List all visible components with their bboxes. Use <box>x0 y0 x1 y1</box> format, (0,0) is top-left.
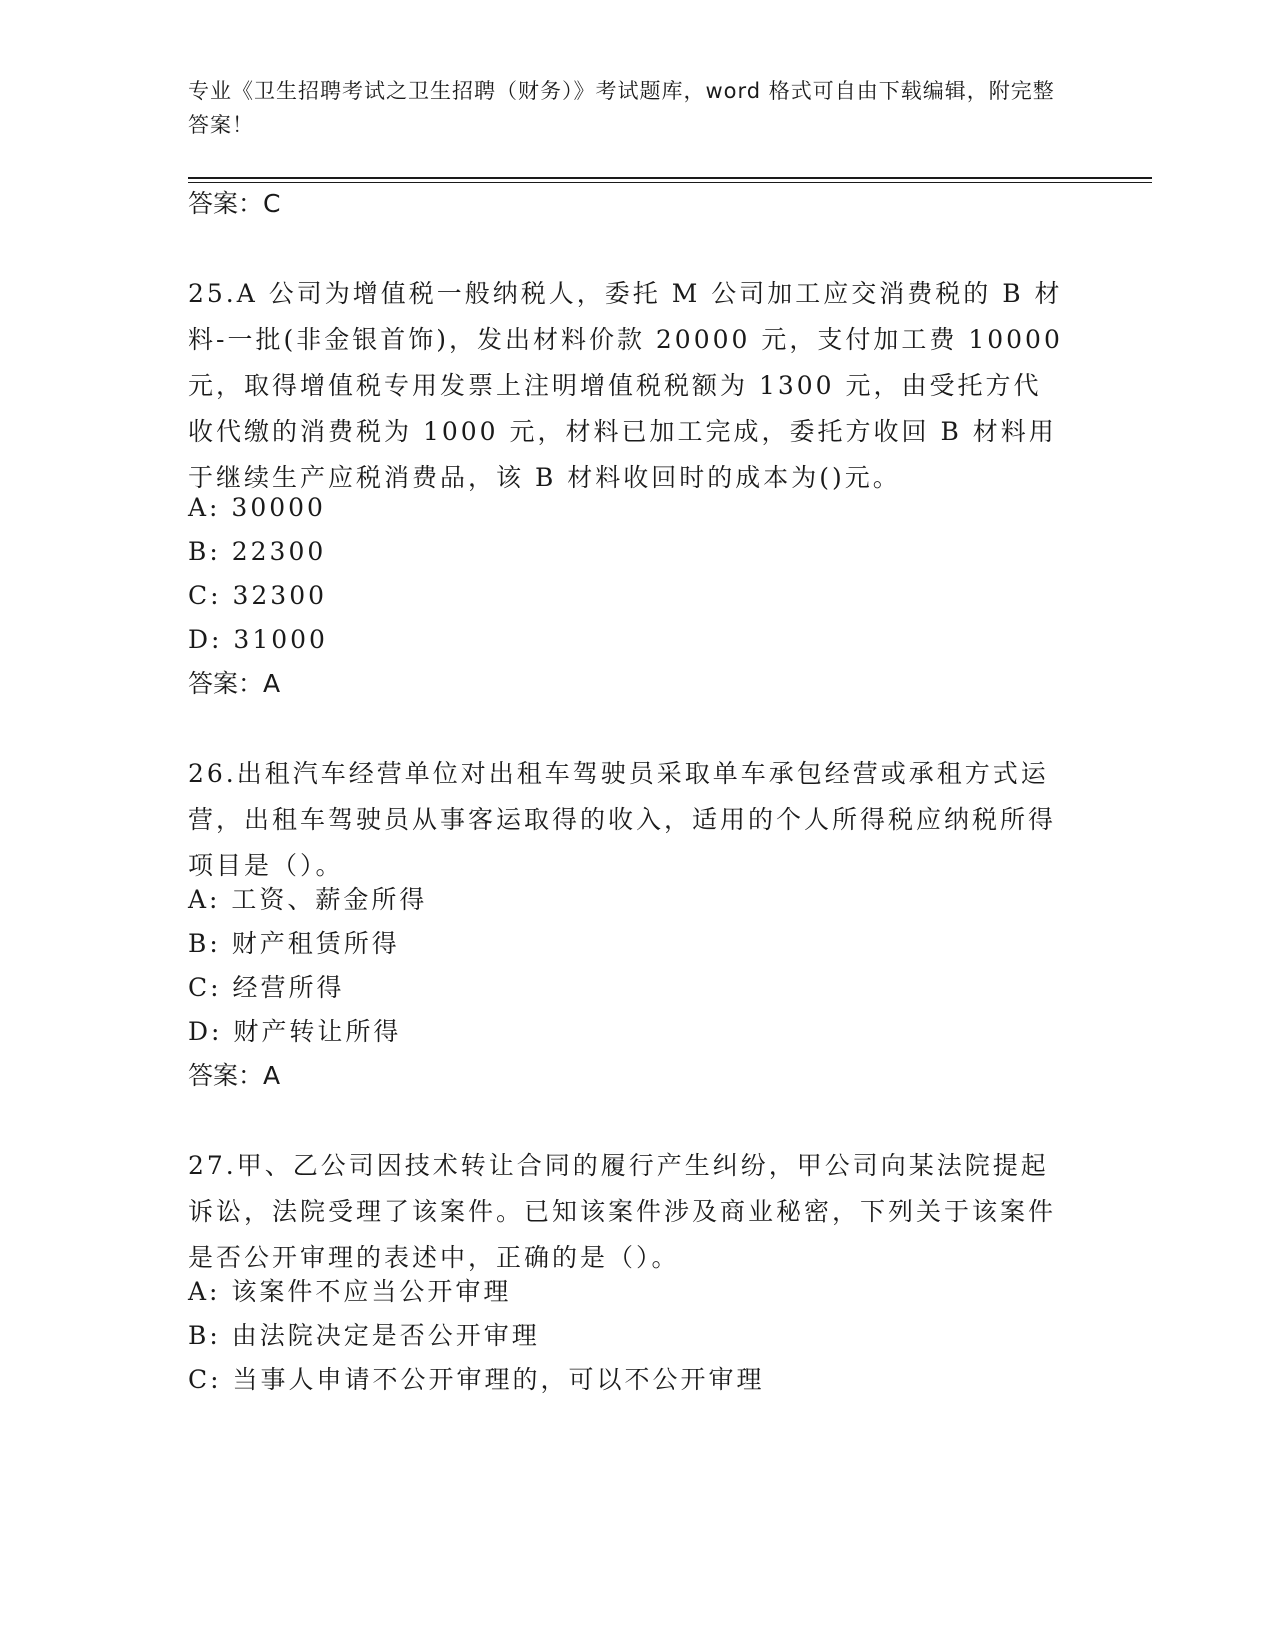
question-25-option-d: D: 31000 <box>188 625 328 654</box>
question-25-option-a: A: 30000 <box>188 493 326 522</box>
document-header: 专业《卫生招聘考试之卫生招聘（财务）》考试题库，word 格式可自由下载编辑，附完整答案！ <box>188 79 1055 137</box>
question-25-answer: 答案：A <box>188 669 281 698</box>
question-26-option-a: A: 工资、薪金所得 <box>188 885 428 914</box>
header-rule-thin <box>188 182 1152 183</box>
question-26-option-d: D: 财产转让所得 <box>188 1017 402 1046</box>
question-25-option-b: B: 22300 <box>188 537 327 566</box>
question-25-option-c: C: 32300 <box>188 581 328 610</box>
question-26-answer: 答案：A <box>188 1061 281 1090</box>
header-rule-thick <box>188 177 1152 179</box>
question-27-option-c: C: 当事人申请不公开审理的，可以不公开审理 <box>188 1365 765 1394</box>
question-27-option-b: B: 由法院决定是否公开审理 <box>188 1321 540 1350</box>
question-27-option-a: A: 该案件不应当公开审理 <box>188 1277 512 1306</box>
question-26-option-b: B: 财产租赁所得 <box>188 929 400 958</box>
question-25-text: 25.A 公司为增值税一般纳税人，委托 M 公司加工应交消费税的 B 材料-一批(非金银首饰)，发出材料价款 20000 元，支付加工费 10000 元，取得增值税专用发票上注明增值税税额为 1300 元，由受托方代收代缴的消费税为 1000 元，材料已加工完成，委托方收回 B 材料用于继续生产应税消费品，该 B 材料收回时的成本为()元。 <box>188 279 1063 492</box>
previous-answer: 答案：C <box>188 189 281 218</box>
question-26-option-c: C: 经营所得 <box>188 973 345 1002</box>
question-27-text: 27.甲、乙公司因技术转让合同的履行产生纠纷，甲公司向某法院提起诉讼，法院受理了该案件。已知该案件涉及商业秘密，下列关于该案件是否公开审理的表述中，正确的是（）。 <box>188 1151 1057 1272</box>
question-26-text: 26.出租汽车经营单位对出租车驾驶员采取单车承包经营或承租方式运营，出租车驾驶员从事客运取得的收入，适用的个人所得税应纳税所得项目是（）。 <box>188 759 1057 880</box>
